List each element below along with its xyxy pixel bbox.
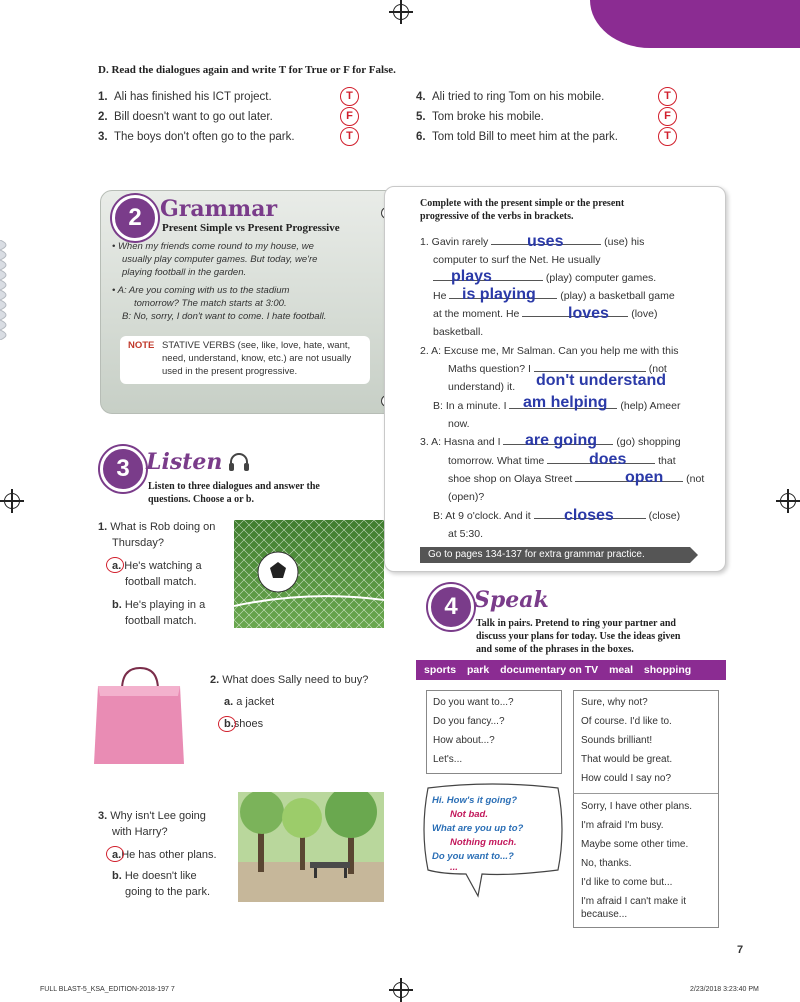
listen-q3-option-a[interactable]: a.He has other plans.	[112, 849, 217, 861]
tf-answer-3: T	[340, 127, 359, 146]
grammar-bullet-1: • When my friends come round to my house, we usually play computer games. But today, we're playing football in the garden.	[112, 241, 318, 278]
page-number: 7	[737, 944, 744, 956]
headphones-icon	[228, 452, 250, 472]
phrase-no-3: Maybe some other time.	[581, 839, 689, 850]
grammar-subtitle: Present Simple vs Present Progressive	[162, 222, 340, 234]
answer-are-going: are going	[525, 432, 598, 449]
tf-answer-5: F	[658, 107, 677, 126]
grammar-title: Grammar	[160, 196, 278, 222]
listen-q1-option-b[interactable]: b. He's playing in a football match.	[112, 599, 206, 627]
grammar-number-badge: 2	[112, 195, 158, 241]
bubble-line-1: Hi. How's it going?	[432, 795, 518, 806]
phrase-divider	[573, 793, 718, 794]
exercise-line-4: He (play) a basketball game	[433, 290, 675, 302]
park-image	[238, 792, 384, 902]
phrase-suggest-1: Do you want to...?	[433, 697, 514, 708]
phrase-no-5: I'd like to come but...	[581, 877, 673, 888]
phrase-suggest-4: Let's...	[433, 754, 463, 765]
tf-item-2: 2. Bill doesn't want to go out later.	[98, 111, 273, 123]
tf-item-4: 4. Ali tried to ring Tom on his mobile.	[416, 91, 605, 103]
bubble-line-6: ...	[450, 862, 458, 873]
corner-tab	[590, 0, 800, 48]
answer-uses: uses	[527, 233, 564, 250]
listen-q1-option-a[interactable]: a. He's watching a football match.	[112, 560, 202, 588]
bubble-line-5: Do you want to...?	[432, 851, 514, 862]
scallop-edge	[0, 240, 16, 340]
registration-mark-left	[4, 493, 20, 509]
note-text: STATIVE VERBS (see, like, love, hate, want, need, understand, know, etc.) are not usually used in the present progressive.	[162, 340, 352, 377]
footer-right: 2/23/2018 3:23:40 PM	[690, 986, 759, 993]
idea-meal: meal	[609, 664, 633, 676]
exercise-line-6: basketball.	[433, 326, 484, 338]
listen-q2-option-b[interactable]: b.shoes	[224, 718, 264, 730]
exercise-line-17: at 5:30.	[448, 528, 484, 540]
listen-number-badge: 3	[100, 446, 146, 492]
answer-closes: closes	[564, 507, 614, 524]
note-label: NOTE	[128, 340, 155, 351]
answer-circle-q1	[106, 557, 124, 573]
phrase-no-7: because...	[581, 909, 628, 920]
section-d-heading: D. Read the dialogues again and write T for True or F for False.	[98, 64, 396, 76]
registration-mark-top	[393, 4, 409, 20]
exercise-line-14: shoe shop on Olaya Street (not	[448, 473, 705, 485]
answer-dont-understand: don't understand	[536, 372, 667, 389]
exercise-line-1: 1. Gavin rarely (use) his	[420, 236, 645, 248]
answer-is-playing: is playing	[462, 286, 536, 303]
phrase-yes-1: Sure, why not?	[581, 697, 648, 708]
phrase-no-2: I'm afraid I'm busy.	[581, 820, 664, 831]
exercise-line-13: tomorrow. What time that	[448, 455, 676, 467]
phrase-yes-5: How could I say no?	[581, 773, 672, 784]
phrase-yes-4: That would be great.	[581, 754, 673, 765]
answer-circle-q2	[218, 716, 236, 732]
exercise-line-11: now.	[448, 418, 470, 430]
phrase-suggest-3: How about...?	[433, 735, 495, 746]
exercise-line-12: 3. A: Hasna and I (go) shopping	[420, 436, 681, 448]
answer-am-helping: am helping	[523, 394, 608, 411]
speak-number-badge: 4	[428, 584, 474, 630]
listen-q3-option-b[interactable]: b. He doesn't like going to the park.	[112, 870, 211, 898]
exercise-line-7: 2. A: Excuse me, Mr Salman. Can you help me with this	[420, 345, 679, 357]
answer-circle-q3	[106, 846, 124, 862]
exercise-line-5: at the moment. He (love)	[433, 308, 658, 320]
listen-q3: 3. Why isn't Lee going with Harry?	[98, 810, 206, 838]
footer-left: FULL BLAST-5_KSA_EDITION-2018-197 7	[40, 986, 175, 993]
listen-q1: 1. What is Rob doing on Thursday?	[98, 521, 216, 549]
phrase-no-6: I'm afraid I can't make it	[581, 896, 686, 907]
tf-item-6: 6. Tom told Bill to meet him at the park.	[416, 131, 618, 143]
speak-title: Speak	[474, 587, 549, 613]
exercise-line-8: Maths question? I (not	[448, 363, 667, 375]
registration-mark-bottom	[393, 982, 409, 998]
exercise-line-16: B: At 9 o'clock. And it (close)	[433, 510, 681, 522]
answer-does: does	[589, 451, 627, 468]
answer-open: open	[625, 469, 664, 486]
tf-answer-2: F	[340, 107, 359, 126]
phrase-yes-3: Sounds brilliant!	[581, 735, 653, 746]
listen-q2-option-a[interactable]: a. a jacket	[224, 696, 275, 708]
goto-extra-practice: Go to pages 134-137 for extra grammar practice.	[420, 547, 690, 563]
idea-park: park	[467, 664, 490, 676]
idea-sports: sports	[424, 664, 457, 676]
bubble-line-3: What are you up to?	[432, 823, 524, 834]
listen-q2: 2. What does Sally need to buy?	[210, 674, 369, 686]
phrase-suggest-2: Do you fancy...?	[433, 716, 505, 727]
football-net-image	[234, 520, 384, 628]
shopping-bag-image	[94, 662, 186, 766]
tf-item-3: 3. The boys don't often go to the park.	[98, 131, 295, 143]
speak-instruction: Talk in pairs. Pretend to ring your partner and discuss your plans for today. Use the ideas given and some of the phrases in the boxes.	[476, 618, 681, 655]
exercise-line-9: understand) it.	[448, 381, 516, 393]
phrase-no-1: Sorry, I have other plans.	[581, 801, 692, 812]
idea-documentary: documentary on TV	[500, 664, 599, 676]
tf-item-1: 1. Ali has finished his ICT project.	[98, 91, 272, 103]
tf-answer-4: T	[658, 87, 677, 106]
grammar-bullet-2: • A: Are you coming with us to the stadium tomorrow? The match starts at 3:00. B: No, sorry, I don't want to come. I hate football.	[112, 285, 327, 322]
tf-answer-1: T	[340, 87, 359, 106]
phrase-no-4: No, thanks.	[581, 858, 632, 869]
tf-item-5: 5. Tom broke his mobile.	[416, 111, 544, 123]
exercise-line-3: (play) computer games.	[433, 272, 656, 284]
goto-arrow	[690, 547, 698, 563]
listen-instruction: Listen to three dialogues and answer the questions. Choose a or b.	[148, 481, 320, 505]
exercise-line-2: computer to surf the Net. He usually	[433, 254, 601, 266]
tf-answer-6: T	[658, 127, 677, 146]
registration-mark-right	[780, 493, 796, 509]
idea-shopping: shopping	[643, 664, 692, 676]
bubble-line-2: Not bad.	[450, 809, 488, 820]
exercise-line-15: (open)?	[448, 491, 485, 503]
answer-loves: loves	[568, 305, 609, 322]
listen-title: Listen	[146, 449, 223, 475]
bubble-line-4: Nothing much.	[450, 837, 517, 848]
exercise-line-10: B: In a minute. I (help) Ameer	[433, 400, 681, 412]
exercise-instruction: Complete with the present simple or the present progressive of the verbs in brackets.	[420, 198, 625, 222]
answer-plays: plays	[451, 268, 492, 285]
phrase-yes-2: Of course. I'd like to.	[581, 716, 672, 727]
ideas-bar	[416, 660, 726, 680]
